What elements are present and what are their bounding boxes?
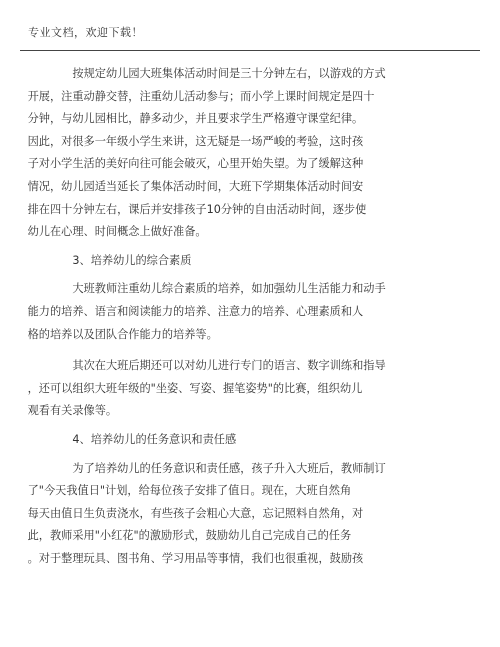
- text-line: ，还可以组织大班年级的"坐姿、写姿、握笔姿势"的比赛，组织幼儿: [27, 381, 363, 395]
- text-line: 每天由值日生负责浇水，有些孩子会粗心大意，忘记照料自然角，对: [27, 506, 364, 520]
- text-line: 幼儿在心理、时间概念上做好准备。: [27, 225, 207, 239]
- text-line: 分钟，与幼儿园相比，静多动少，并且要求学生严格遵守课堂纪律。: [27, 112, 364, 126]
- text-line: 情况，幼儿园适当延长了集体活动时间，大班下学期集体活动时间安: [27, 179, 364, 193]
- text-line: 因此，对很多一年级小学生来讲，这无疑是一场严峻的考验，这时孩: [27, 134, 364, 148]
- header-divider: [20, 50, 480, 51]
- text-line: 此，教师采用"小红花"的激励形式，鼓励幼儿自己完成自己的任务: [27, 529, 352, 543]
- paragraph-language-training: [27, 355, 455, 423]
- text-line: 了"今天我值日"计划，给每位孩子安排了值日。现在，大班自然角: [27, 484, 352, 498]
- text-line: 排在四十分钟左右，课后并安排孩子10分钟的自由活动时间，逐步使: [27, 202, 367, 216]
- document-body: [27, 63, 455, 570]
- section-heading-4: 4、培养幼儿的任务意识和责任感: [72, 432, 237, 446]
- document-header: 专业文档，欢迎下载！: [28, 26, 143, 39]
- paragraph-responsibility: [27, 458, 455, 571]
- text-line: 格的培养以及团队合作能力的培养等。: [27, 327, 218, 341]
- text-line: 大班教师注重幼儿综合素质的培养，如加强幼儿生活能力和动手: [72, 282, 386, 296]
- text-line: 。对于整理玩具、图书角、学习用品等事情，我们也很重视，鼓励孩: [27, 551, 364, 565]
- text-line: 开展，注重动静交替，注重幼儿活动参与；而小学上课时间规定是四十: [27, 89, 375, 103]
- paragraph-comprehensive-quality: [27, 278, 455, 346]
- text-line: 能力的培养、语言和阅读能力的培养、注意力的培养、心理素质和人: [27, 304, 364, 318]
- text-line: 子对小学生活的美好向往可能会破灭，心里开始失望。为了缓解这种: [27, 157, 364, 171]
- text-line: 按规定幼儿园大班集体活动时间是三十分钟左右，以游戏的方式: [72, 67, 386, 80]
- paragraph-activity-time: [27, 63, 455, 244]
- text-line: 其次在大班后期还可以对幼儿进行专门的语言、数字训练和指导: [72, 359, 386, 373]
- text-line: 为了培养幼儿的任务意识和责任感，孩子升入大班后，教师制订: [72, 461, 386, 475]
- text-line: 观看有关录像等。: [27, 404, 118, 418]
- section-heading-3: 3、培养幼儿的综合素质: [72, 253, 192, 267]
